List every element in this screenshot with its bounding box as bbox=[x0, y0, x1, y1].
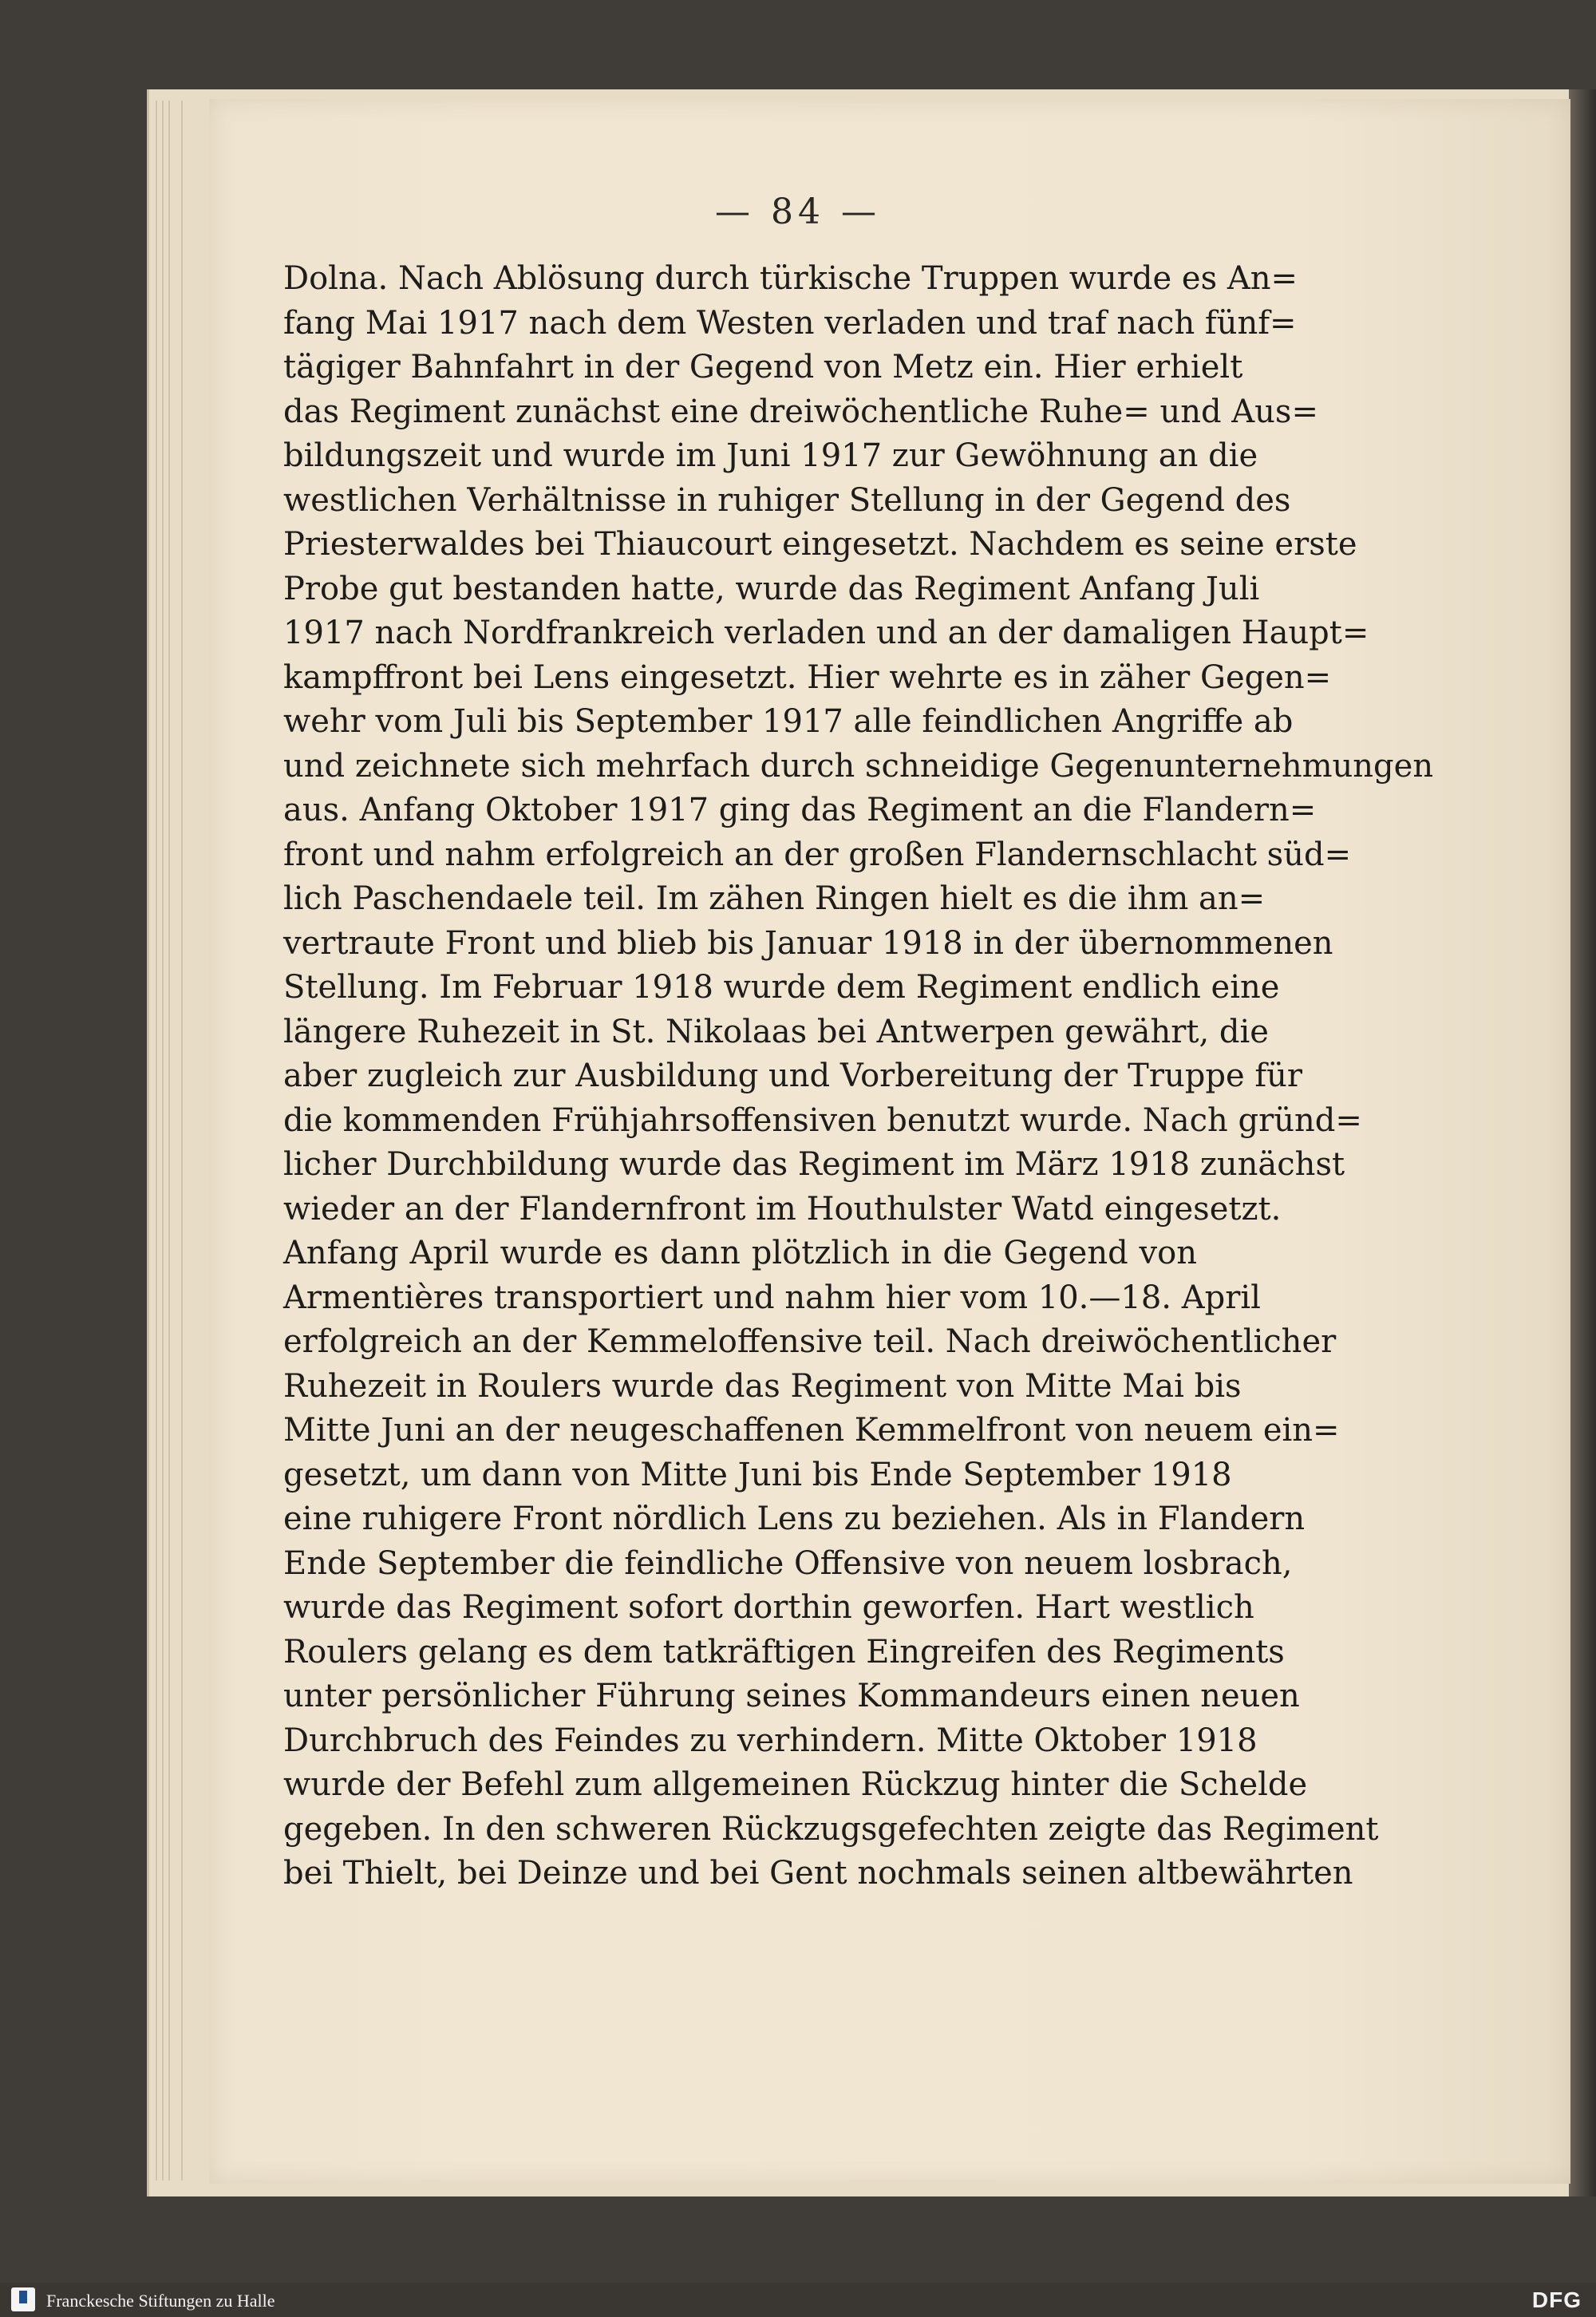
text-line: lich Paschendaele teil. Im zähen Ringen hielt es die ihm an= bbox=[283, 880, 1266, 917]
text-line: licher Durchbildung wurde das Regiment im März 1918 zunächst bbox=[283, 1146, 1345, 1183]
text-line: das Regiment zunächst eine dreiwöchentliche Ruhe= und Aus= bbox=[283, 393, 1318, 430]
text-line: erfolgreich an der Kemmeloffensive teil. Nach dreiwöchentlicher bbox=[283, 1323, 1337, 1360]
text-line: aber zugleich zur Ausbildung und Vorbereitung der Truppe für bbox=[283, 1058, 1303, 1094]
text-line: bildungszeit und wurde im Juni 1917 zur Gewöhnung an die bbox=[283, 437, 1258, 474]
text-line: kampffront bei Lens eingesetzt. Hier wehrte es in zäher Gegen= bbox=[283, 658, 1332, 696]
text-line: Ruhezeit in Roulers wurde das Regiment von Mitte Mai bis bbox=[283, 1367, 1242, 1405]
text-line: wieder an der Flandernfront im Houthulster Watd eingesetzt. bbox=[283, 1190, 1282, 1228]
text-line: bei Thielt, bei Deinze und bei Gent nochmals seinen altbewährten bbox=[283, 1855, 1353, 1892]
text-line: wehr vom Juli bis September 1917 alle feindlichen Angriffe ab bbox=[283, 703, 1294, 740]
page-edge bbox=[156, 101, 157, 2181]
text-line: längere Ruhezeit in St. Nikolaas bei Antwerpen gewährt, die bbox=[283, 1013, 1269, 1050]
text-line: die kommenden Frühjahrsoffensiven benutzt wurde. Nach gründ= bbox=[283, 1101, 1362, 1139]
text-line: Armentières transportiert und nahm hier vom 10.—18. April bbox=[283, 1279, 1261, 1316]
institution-name[interactable]: Franckesche Stiftungen zu Halle bbox=[46, 2291, 275, 2311]
text-line: unter persönlicher Führung seines Kommandeurs einen neuen bbox=[283, 1678, 1300, 1714]
text-line: 1917 nach Nordfrankreich verladen und an der damaligen Haupt= bbox=[283, 615, 1369, 651]
text-line: wurde das Regiment sofort dorthin geworfen. Hart westlich bbox=[283, 1589, 1254, 1626]
text-line: tägiger Bahnfahrt in der Gegend von Metz ein. Hier erhielt bbox=[283, 349, 1243, 386]
francke-foundations-logo-icon[interactable] bbox=[11, 2287, 35, 2311]
text-line: Durchbruch des Feindes zu verhindern. Mitte Oktober 1918 bbox=[283, 1722, 1258, 1759]
dfg-logo[interactable]: DFG bbox=[1531, 2287, 1582, 2312]
text-line: gesetzt, um dann von Mitte Juni bis Ende September 1918 bbox=[283, 1456, 1232, 1493]
page-edge bbox=[162, 101, 164, 2181]
page-edge bbox=[168, 101, 170, 2181]
facing-page-edge bbox=[1569, 89, 1596, 2196]
text-line: Roulers gelang es dem tatkräftigen Eingreifen des Regiments bbox=[283, 1633, 1285, 1671]
text-line: Anfang April wurde es dann plötzlich in die Gegend von bbox=[283, 1235, 1197, 1271]
text-line: fang Mai 1917 nach dem Westen verladen und traf nach fünf= bbox=[283, 304, 1297, 342]
text-line: front und nahm erfolgreich an der großen Flandernschlacht süd= bbox=[283, 836, 1352, 873]
text-line: Priesterwaldes bei Thiaucourt eingesetzt. Nachdem es seine erste bbox=[283, 526, 1357, 563]
text-line: Dolna. Nach Ablösung durch türkische Truppen wurde es An= bbox=[283, 260, 1298, 297]
text-line: wurde der Befehl zum allgemeinen Rückzug hinter die Schelde bbox=[283, 1766, 1308, 1803]
page-number: — 84 — bbox=[715, 192, 881, 232]
page-edge bbox=[181, 101, 183, 2181]
body-text bbox=[283, 257, 1434, 1896]
text-line: aus. Anfang Oktober 1917 ging das Regiment an die Flandern= bbox=[283, 792, 1317, 828]
text-line: Ende September die feindliche Offensive von neuem losbrach, bbox=[283, 1544, 1293, 1582]
text-line: Probe gut bestanden hatte, wurde das Regiment Anfang Juli bbox=[283, 570, 1260, 607]
text-line: Mitte Juni an der neugeschaffenen Kemmelfront von neuem ein= bbox=[283, 1412, 1340, 1449]
text-line: westlichen Verhältnisse in ruhiger Stellung in der Gegend des bbox=[283, 481, 1291, 519]
viewer-footer bbox=[0, 2283, 1596, 2317]
text-line: Stellung. Im Februar 1918 wurde dem Regiment endlich eine bbox=[283, 969, 1280, 1006]
text-line: vertraute Front und blieb bis Januar 1918 in der übernommenen bbox=[283, 924, 1333, 962]
text-line: und zeichnete sich mehrfach durch schneidige Gegenunternehmungen bbox=[283, 747, 1434, 785]
text-line: gegeben. In den schweren Rückzugsgefechten zeigte das Regiment bbox=[283, 1810, 1379, 1848]
text-line: eine ruhigere Front nördlich Lens zu beziehen. Als in Flandern bbox=[283, 1501, 1306, 1537]
